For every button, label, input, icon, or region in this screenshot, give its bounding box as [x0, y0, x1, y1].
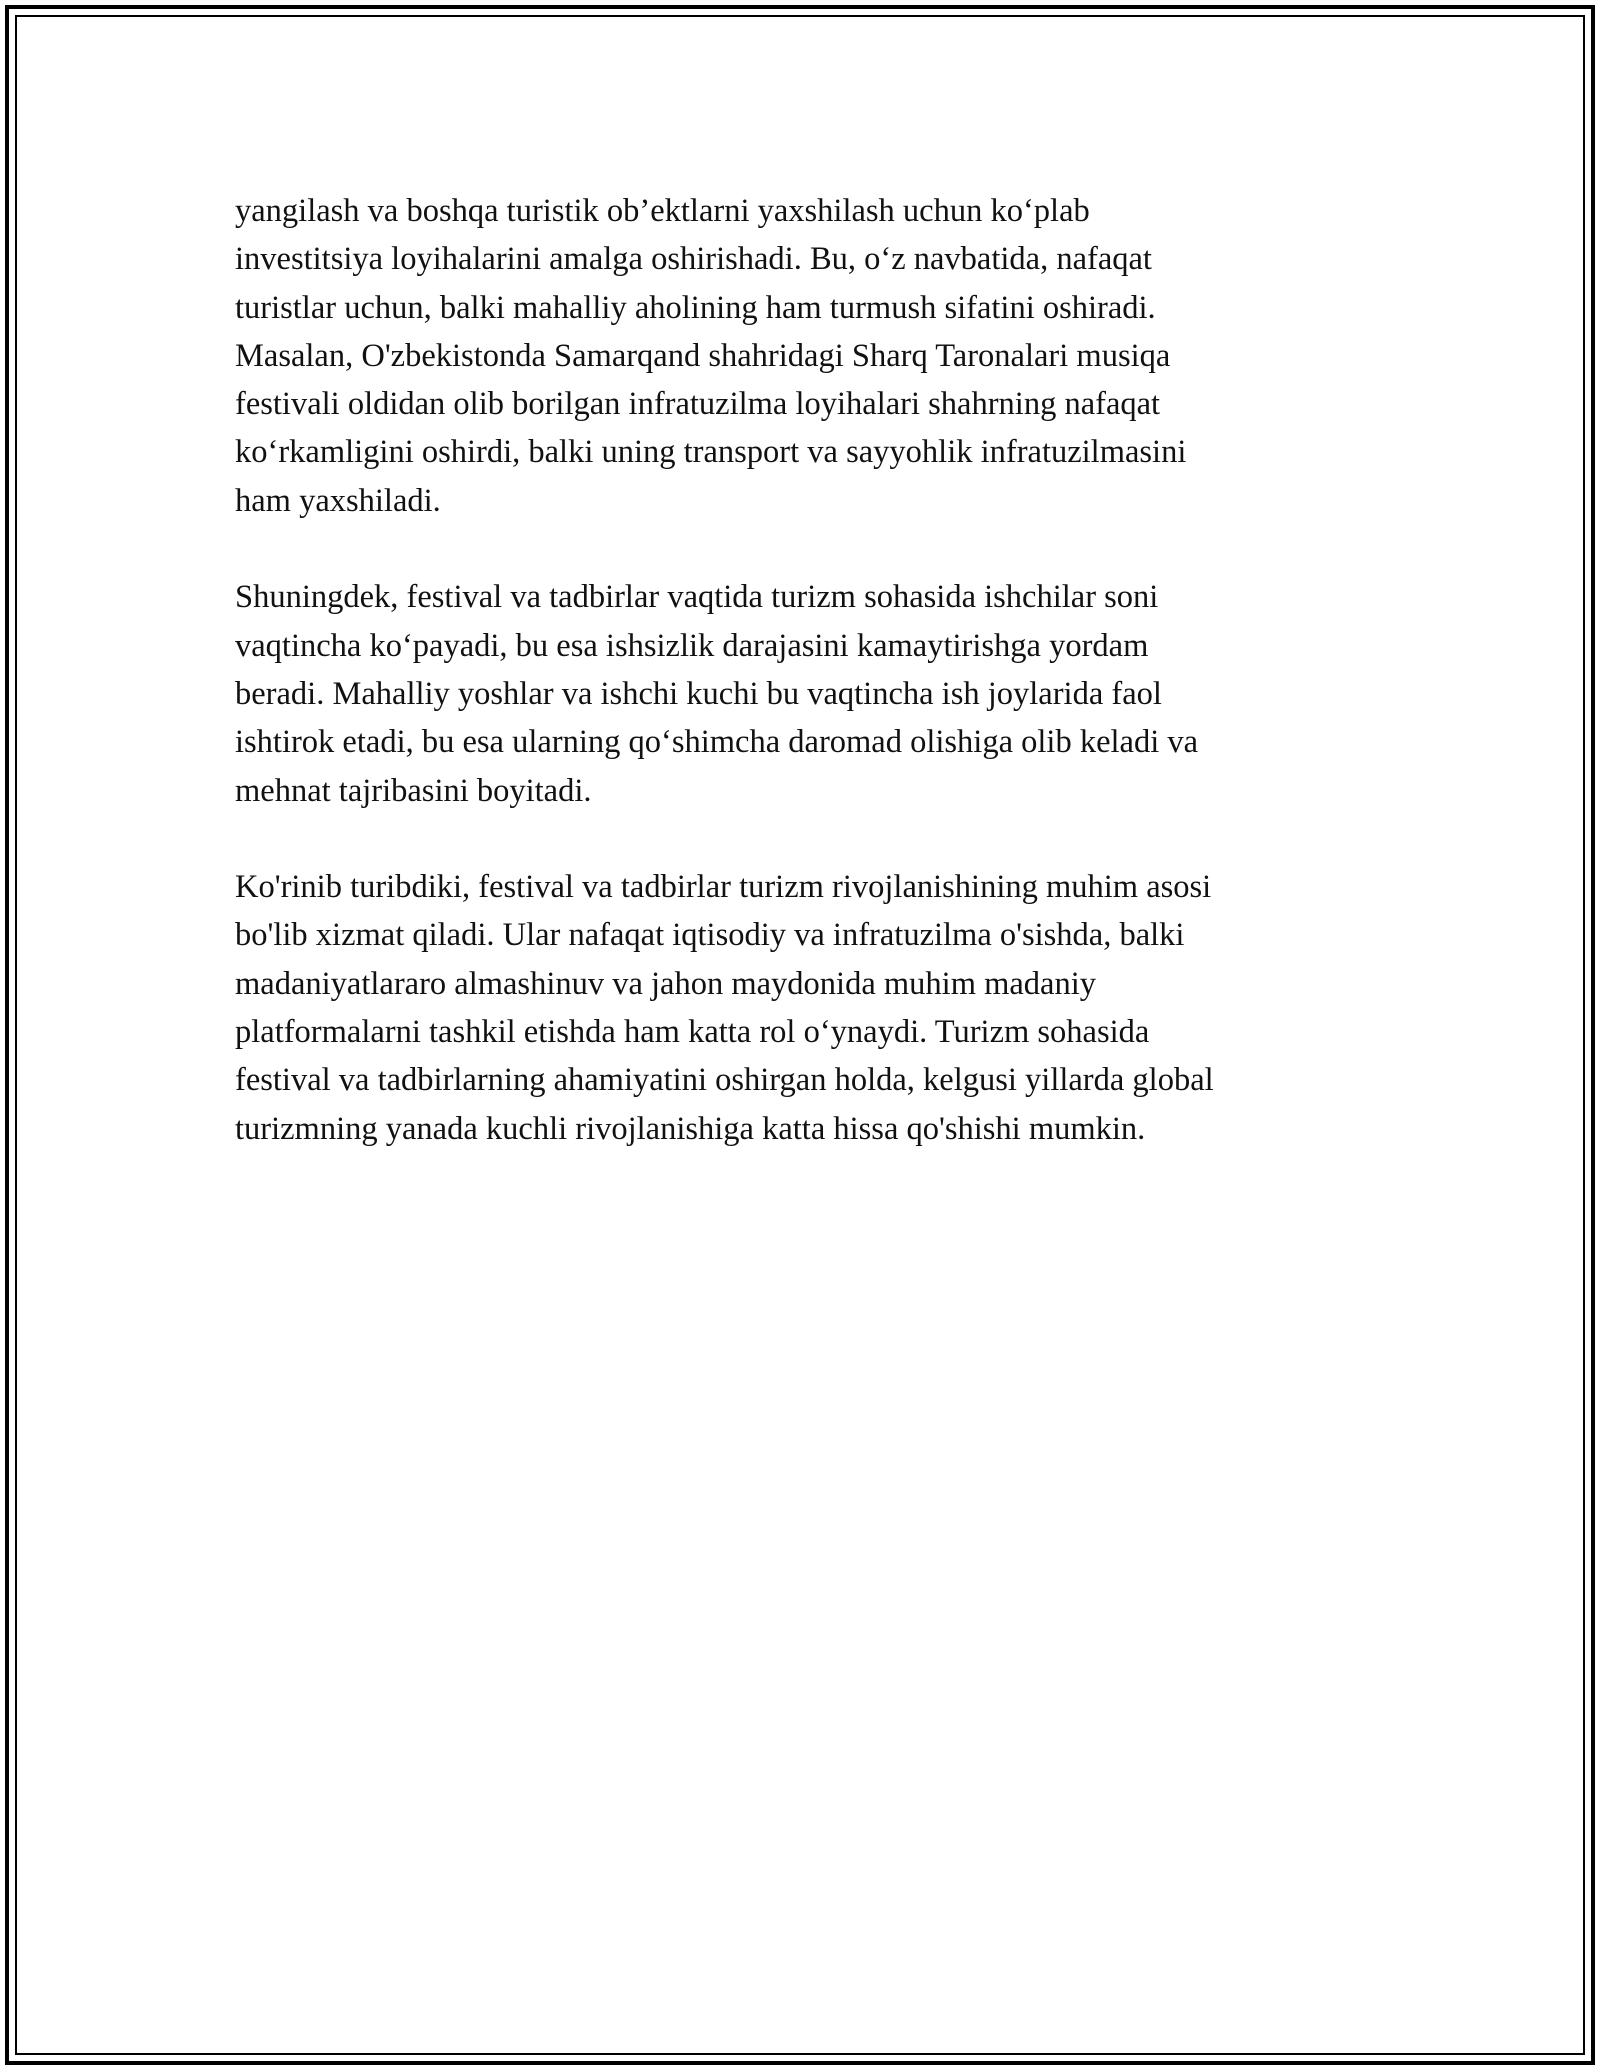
text-line: ko‘rkamligini oshirdi, balki uning transport va sayyohlik infratuzilmasini: [235, 434, 1187, 471]
text-line: festival va tadbirlarning ahamiyatini oshirgan holda, kelgusi yillarda global: [235, 1062, 1214, 1099]
text-line: Ko'rinib turibdiki, festival va tadbirlar turizm rivojlanishining muhim asosi: [235, 869, 1212, 906]
text-line: madaniyatlararo almashinuv va jahon maydonida muhim madaniy: [235, 965, 1097, 1002]
text-line: platformalarni tashkil etishda ham katta rol o‘ynaydi. Turizm sohasida: [235, 1014, 1150, 1051]
text-line: ham yaxshiladi.: [235, 482, 441, 519]
text-line: ishtirok etadi, bu esa ularning qo‘shimcha daromad olishiga olib keladi va: [235, 724, 1199, 761]
paragraph-3: [235, 863, 1375, 1153]
text-line: mehnat tajribasini boyitadi.: [235, 772, 592, 809]
text-line: vaqtincha ko‘payadi, bu esa ishsizlik darajasini kamaytirishga yordam: [235, 627, 1149, 664]
paragraph-1: [235, 187, 1375, 525]
text-line: beradi. Mahalliy yoshlar va ishchi kuchi bu vaqtincha ish joylarida faol: [235, 675, 1162, 712]
text-line: turistlar uchun, balki mahalliy aholining ham turmush sifatini oshiradi.: [235, 289, 1156, 326]
text-line: turizmning yanada kuchli rivojlanishiga katta hissa qo'shishi mumkin.: [235, 1110, 1146, 1147]
text-line: Shuningdek, festival va tadbirlar vaqtida turizm sohasida ishchilar soni: [235, 579, 1159, 616]
text-line: yangilash va boshqa turistik ob’ektlarni yaxshilash uchun ko‘plab: [235, 193, 1090, 229]
text-line: festivali oldidan olib borilgan infratuzilma loyihalari shahrning nafaqat: [235, 386, 1161, 423]
text-line: bo'lib xizmat qiladi. Ular nafaqat iqtisodiy va infratuzilma o'sishda, balki: [235, 917, 1185, 954]
text-line: Masalan, O'zbekistonda Samarqand shahridagi Sharq Taronalari musiqa: [235, 337, 1171, 374]
paragraph-2: [235, 573, 1375, 814]
text-line: investitsiya loyihalarini amalga oshirishadi. Bu, o‘z navbatida, nafaqat: [235, 241, 1152, 278]
document-body: [235, 187, 1375, 1201]
